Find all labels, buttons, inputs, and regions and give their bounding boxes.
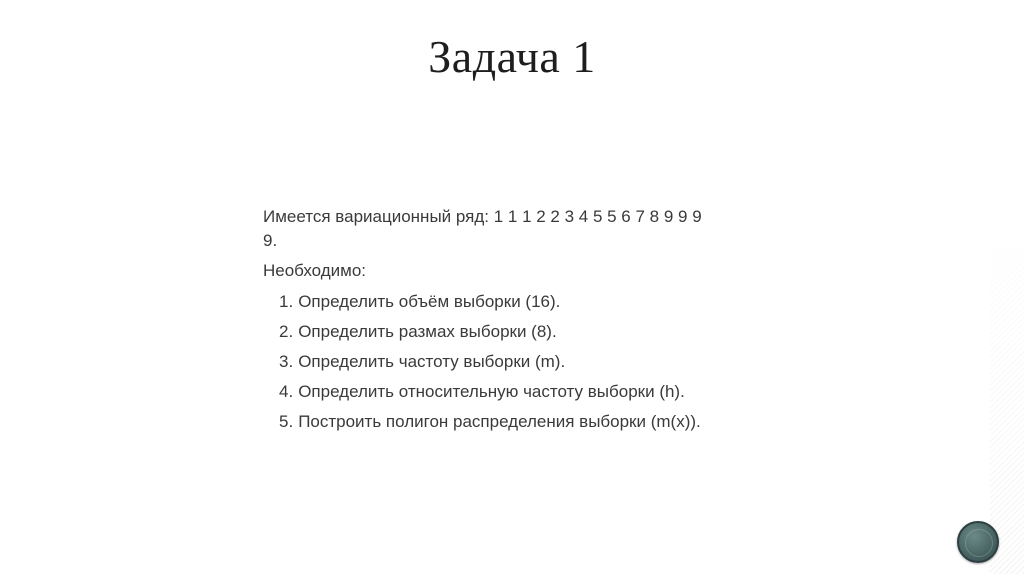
list-item	[279, 410, 783, 434]
intro-text	[263, 205, 783, 253]
list-item	[279, 320, 783, 344]
slide-nav-circle-icon[interactable]	[957, 521, 999, 563]
list-item	[279, 350, 783, 374]
decorative-edge-stripes	[990, 0, 1024, 574]
list-item-text: Определить объём выборки (16).	[298, 292, 561, 311]
list-item-number: 1.	[279, 292, 294, 311]
list-item-text: Определить относительную частоту выборки (h).	[298, 382, 685, 401]
list-item-text: Построить полигон распределения выборки (m(x)).	[298, 412, 701, 431]
list-item	[279, 380, 783, 404]
list-item	[279, 290, 783, 314]
slide-title: Задача 1	[428, 31, 596, 82]
lead-text: Необходимо:	[263, 261, 367, 280]
list-item-number: 5.	[279, 412, 294, 431]
list-item-number: 4.	[279, 382, 294, 401]
list-item-text: Определить частоту выборки (m).	[298, 352, 566, 371]
list-item-number: 3.	[279, 352, 294, 371]
task-list	[263, 290, 783, 434]
list-item-text: Определить размах выборки (8).	[298, 322, 557, 341]
intro-line-1: Имеется вариационный ряд: 1 1 1 2 2 3 4 5 5 6 7 8 9 9 9	[263, 207, 702, 226]
intro-line-2: 9.	[263, 231, 278, 250]
slide-body	[263, 205, 783, 440]
list-item-number: 2.	[279, 322, 294, 341]
